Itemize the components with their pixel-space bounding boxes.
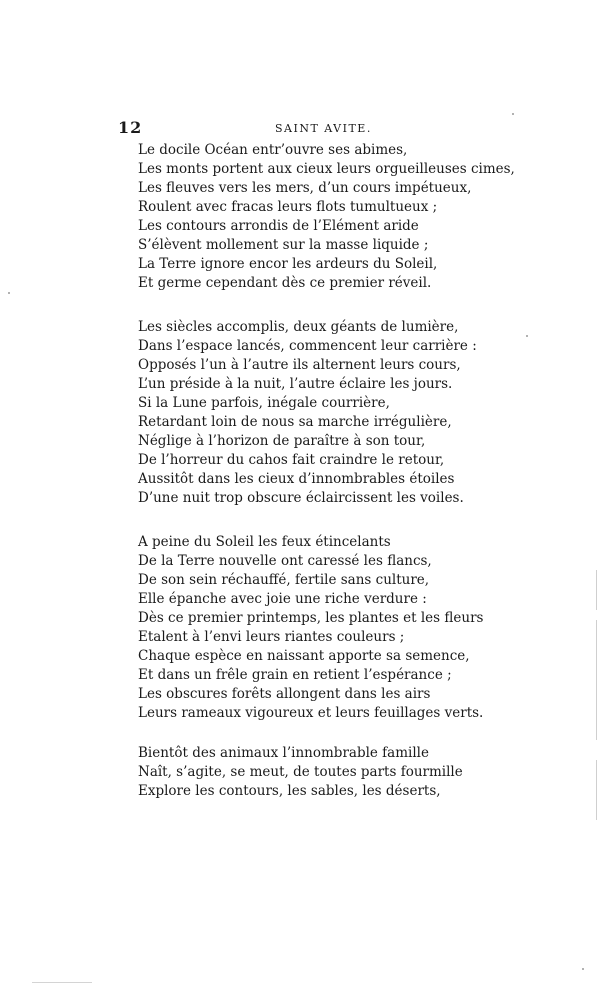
verse-line: Néglige à l’horizon de paraître à son tour, [138, 433, 426, 449]
scan-edge-mark [596, 760, 597, 820]
verse-line: Retardant loin de nous sa marche irrégulière, [138, 414, 452, 430]
verse-line: Roulent avec fracas leurs flots tumultueux ; [138, 199, 438, 215]
verse-line: Le docile Océan entr’ouvre ses abimes, [138, 142, 408, 158]
verse-line: Leurs rameaux vigoureux et leurs feuillages verts. [138, 705, 484, 721]
stanza-3 [138, 533, 558, 723]
verse-line: Dans l’espace lancés, commencent leur carrière : [138, 338, 477, 354]
verse-line: Opposés l’un à l’autre ils alternent leurs cours, [138, 357, 461, 373]
scan-edge-mark [32, 982, 92, 983]
running-head: SAINT AVITE. [275, 122, 372, 135]
verse-line: La Terre ignore encor les ardeurs du Soleil, [138, 256, 438, 272]
verse-line: De la Terre nouvelle ont caressé les flancs, [138, 553, 432, 569]
scan-edge-mark [596, 570, 597, 610]
verse-line: Et dans un frêle grain en retient l’espérance ; [138, 667, 452, 683]
verse-line: Bientôt des animaux l’innombrable famille [138, 745, 429, 761]
scan-speck [8, 292, 10, 294]
verse-line: Chaque espèce en naissant apporte sa semence, [138, 648, 470, 664]
scan-speck [582, 968, 584, 970]
verse-line: Les siècles accomplis, deux géants de lumière, [138, 319, 459, 335]
verse-line: De son sein réchauffé, fertile sans culture, [138, 572, 430, 588]
verse-line: Si la Lune parfois, inégale courrière, [138, 395, 390, 411]
verse-line: Les fleuves vers les mers, d’un cours impétueux, [138, 180, 472, 196]
page-header [118, 118, 372, 138]
verse-line: D’une nuit trop obscure éclaircissent les voiles. [138, 490, 464, 506]
scan-edge-mark [596, 620, 597, 740]
stanza-1 [138, 141, 558, 293]
stanza-4 [138, 744, 558, 801]
verse-line: Etalent à l’envi leurs riantes couleurs ; [138, 629, 405, 645]
scan-speck [526, 335, 528, 337]
verse-line: Les contours arrondis de l’Elément aride [138, 218, 419, 234]
stanza-2 [138, 318, 558, 508]
verse-line: A peine du Soleil les feux étincelants [138, 534, 391, 550]
verse-line: Aussitôt dans les cieux d’innombrables étoiles [138, 471, 455, 487]
verse-line: Explore les contours, les sables, les déserts, [138, 783, 441, 799]
verse-line: Et germe cependant dès ce premier réveil. [138, 275, 432, 291]
verse-line: De l’horreur du cahos fait craindre le retour, [138, 452, 445, 468]
page-number: 12 [118, 118, 143, 137]
verse-line: L’un préside à la nuit, l’autre éclaire les jours. [138, 376, 453, 392]
verse-line: Les obscures forêts allongent dans les airs [138, 686, 431, 702]
verse-line: S’élèvent mollement sur la masse liquide ; [138, 237, 429, 253]
scan-speck [512, 113, 514, 115]
verse-line: Dès ce premier printemps, les plantes et les fleurs [138, 610, 484, 626]
verse-line: Les monts portent aux cieux leurs orgueilleuses cimes, [138, 161, 515, 177]
verse-line: Naît, s’agite, se meut, de toutes parts fourmille [138, 764, 463, 780]
verse-line: Elle épanche avec joie une riche verdure : [138, 591, 427, 607]
